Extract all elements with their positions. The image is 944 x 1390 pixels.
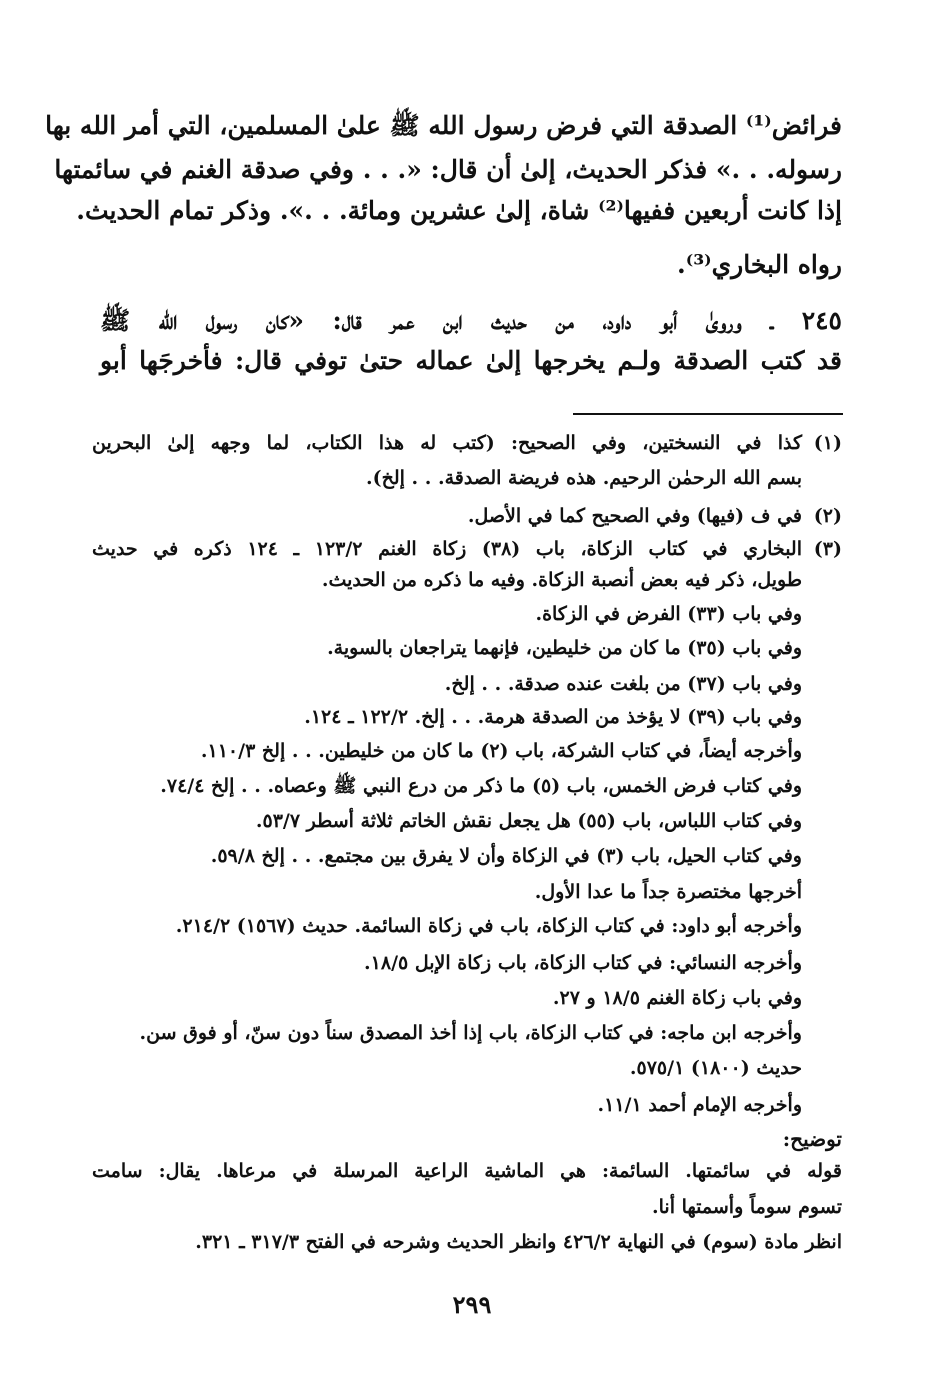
footnote-3-line-5: وفي باب (٣٧) من بلغت عنده صدقة. . . إلخ.: [444, 673, 802, 695]
footnote-3-line-15: وأخرجه ابن ماجه: في كتاب الزكاة، باب إذا أخذ المصدق سناً دون سنّ، أو فوق سن.: [139, 1022, 802, 1044]
footnote-3-line-17: وأخرجه الإمام أحمد ١١/١.: [597, 1094, 802, 1116]
footnote-3-line-1: البخاري في كتاب الزكاة، باب (٣٨) زكاة الغنم ١٢٣/٢ ـ ١٢٤ ذكره في حديث: [92, 538, 803, 560]
footnote-3-line-10: وفي كتاب الحيل، باب (٣) في الزكاة وأن لا يفرق بين مجتمع. . . إلخ ٥٩/٨.: [210, 845, 802, 867]
main-text-line-2: رسوله. . .» فذكر الحديث، إلىٰ أن قال: «. . . وفي صدقة الغنم في سائمتها: [54, 155, 842, 184]
footnote-separator: [573, 413, 843, 415]
footnote-3-line-4: وفي باب (٣٥) ما كان من خليطين، فإنهما يتراجعان بالسوية.: [327, 637, 802, 659]
footnote-3-line-2: طويل، ذكر فيه بعض أنصبة الزكاة. وفيه ما ذكره من الحديث.: [321, 569, 802, 591]
footnote-3-line-6: وفي باب (٣٩) لا يؤخذ من الصدقة هرمة. . . إلخ. ١٢٢/٢ ـ ١٢٤.: [304, 706, 802, 728]
footnote-1-line-1: كذا في النسختين، وفي الصحيح: (كتب له هذا الكتاب، لما وجهه إلىٰ البحرين: [92, 432, 802, 454]
footnote-number-2: (٢): [813, 505, 842, 527]
footnote-number-1: (١): [813, 432, 842, 454]
hadith-245-line-2: قد كتب الصدقة ولـم يخرجها إلىٰ عماله حتىٰ توفي قال: فأخرجَها أبو: [100, 346, 842, 375]
footnote-3-line-16: حديث (١٨٠٠) ٥٧٥/١.: [629, 1057, 802, 1079]
main-text-line-3: إذا كانت أربعين ففيها⁽²⁾ شاة، إلىٰ عشرين ومائة. . .». وذكر تمام الحديث.: [76, 196, 842, 225]
tawdih-heading: توضيح:: [782, 1127, 842, 1151]
footnote-3-line-3: وفي باب (٣٣) الفرض في الزكاة.: [535, 603, 802, 625]
rawah-line: رواه البخاري⁽³⁾.: [677, 250, 842, 279]
page-number: ٢٩٩: [452, 1290, 492, 1319]
footnote-3-line-7: وأخرجه أيضاً، في كتاب الشركة، باب (٢) ما كان من خليطين. . . إلخ ١١٠/٣.: [200, 740, 802, 762]
main-text-line-1: فرائض⁽¹⁾ الصدقة التي فرض رسول الله ﷺ علىٰ المسلمين، التي أمر الله بها: [45, 111, 842, 140]
footnote-3-line-12: وأخرجه أبو داود: في كتاب الزكاة، باب في زكاة السائمة. حديث (١٥٦٧) ٢١٤/٢.: [175, 915, 802, 937]
footnote-1-line-2: بسم الله الرحمٰن الرحيم. هذه فريضة الصدقة. . . إلخ).: [365, 467, 802, 489]
footnote-3-line-14: وفي باب زكاة الغنم ١٨/٥ و ٢٧.: [552, 987, 802, 1009]
tawdih-line-2: تسوم سوماً وأسمتها أنا.: [652, 1196, 842, 1218]
footnote-3-line-11: أخرجها مختصرة جداً ما عدا الأول.: [534, 881, 802, 903]
footnote-3-line-13: وأخرجه النسائي: في كتاب الزكاة، باب زكاة الإبل ١٨/٥.: [364, 952, 802, 974]
footnote-3-line-9: وفي كتاب اللباس، باب (٥٥) هل يجعل نقش الخاتم ثلاثة أسطر ٥٣/٧.: [255, 810, 802, 832]
footnote-3-line-8: وفي كتاب فرض الخمس، باب (٥) ما ذكر من درع النبي ﷺ وعصاه. . . إلخ ٧٤/٤.: [160, 775, 802, 797]
tawdih-line-3: انظر مادة (سوم) في النهاية ٤٢٦/٢ وانظر الحديث وشرحه في الفتح ٣١٧/٣ ـ ٣٢١.: [195, 1231, 842, 1253]
footnote-2-line-1: في ف (فيها) وفي الصحيح كما في الأصل.: [467, 505, 802, 527]
tawdih-line-1: قوله في سائمتها. السائمة: هي الماشية الراعية المرسلة في مرعاها. يقال: سامت: [92, 1160, 842, 1182]
footnote-number-3: (٣): [813, 538, 842, 560]
hadith-245-line-1: ٢٤٥ ـ ورویٰ أبو داود، من حديث ابن عمر قال: «كان رسول الله ﷺ: [100, 306, 842, 335]
